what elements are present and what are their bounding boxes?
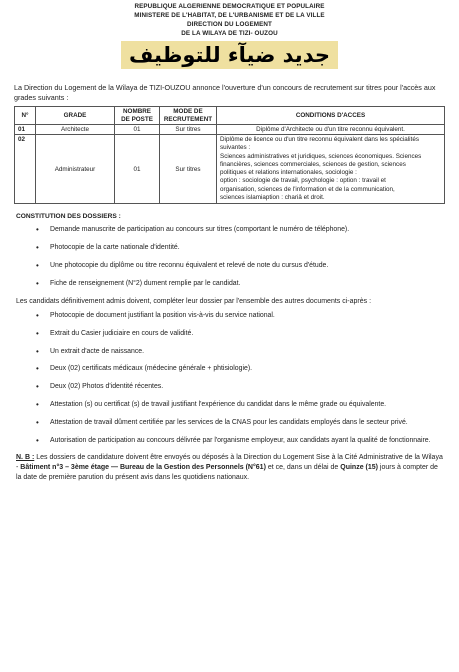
list-item — [0, 279, 459, 288]
bullet-icon: • — [36, 278, 39, 288]
list-item-text: Demande manuscrite de participation au concours sur titres (comportant le numéro de téléphone). — [50, 226, 350, 234]
list-item — [0, 382, 459, 391]
bullet-icon: • — [36, 382, 39, 392]
header-line-direction: DIRECTION DU LOGEMENT — [186, 21, 272, 28]
constitution-list — [0, 225, 459, 288]
bullet-icon: • — [36, 435, 39, 445]
table-row — [15, 125, 445, 135]
table-row — [15, 135, 445, 204]
nota-bene — [16, 453, 443, 482]
row-conditions: Diplôme d'Architecte ou d'un titre reconnu équivalent. — [217, 125, 445, 135]
row-postes: 01 — [115, 125, 160, 135]
row-postes: 01 — [115, 135, 160, 204]
list-item — [0, 364, 459, 373]
col-header-postes: NOMBRE DE POSTE — [115, 107, 160, 125]
nb-deadline: Quinze (15) — [340, 464, 378, 472]
list-item — [0, 225, 459, 234]
definitive-list — [0, 311, 459, 445]
recruitment-banner: جديد ضيآء للتوظيف — [121, 41, 338, 69]
constitution-title: CONSTITUTION DES DOSSIERS : — [16, 213, 121, 221]
row-mode: Sur titres — [160, 135, 217, 204]
row-mode: Sur titres — [160, 125, 217, 135]
definitive-intro: Les candidats définitivement admis doivent, compléter leur dossier par l'ensemble des autres documents ci-après : — [16, 297, 372, 305]
condition-line: Sciences administratives et juridiques, sciences économiques. Sciences — [220, 152, 422, 160]
list-item-text: Attestation de travail dûment certifiée par les services de la CNAS pour les candidats employés dans le secteur privé. — [50, 418, 408, 426]
bullet-icon: • — [36, 400, 39, 410]
list-item — [0, 347, 459, 356]
list-item — [0, 436, 459, 445]
list-item — [0, 311, 459, 320]
col-header-num: N° — [15, 107, 36, 125]
condition-line: organisation, sciences de l'information et de la communication, — [220, 185, 395, 193]
condition-line: financières, sciences commerciales, sciences de gestion, sciences — [220, 160, 406, 168]
list-item-text: Attestation (s) ou certificat (s) de travail justifiant l'expérience du candidat dans le même grade ou équivalente. — [50, 401, 387, 409]
list-item — [0, 243, 459, 252]
announcement-intro: La Direction du Logement de la Wilaya de TIZI-OUZOU annonce l'ouverture d'un concours de recrutement sur titres pour l'accès aux grades suivants : — [14, 83, 436, 102]
nb-label: N. B : — [16, 454, 35, 462]
header-line-wilaya: DE LA WILAYA DE TIZI- OUZOU — [181, 30, 278, 37]
condition-line: Diplôme de licence ou d'un titre reconnu équivalent dans les spécialités — [220, 136, 419, 143]
col-header-conditions: CONDITIONS D'ACCES — [217, 107, 445, 125]
col-header-grade: GRADE — [36, 107, 115, 125]
condition-line: option : sociologie de travail, psychologie : option : travail et — [220, 177, 386, 185]
nb-address: Bâtiment n°3 – 3ème étage — Bureau de la Gestion des Personnels (N°61) — [20, 464, 266, 472]
bullet-icon: • — [36, 328, 39, 338]
positions-table — [14, 106, 445, 204]
banner-wrap — [0, 41, 459, 69]
list-item — [0, 418, 459, 427]
list-item-text: Photocopie de document justifiant la position vis-à-vis du service national. — [50, 312, 275, 320]
bullet-icon: • — [36, 417, 39, 427]
bullet-icon: • — [36, 260, 39, 270]
table-header-row — [15, 107, 445, 125]
bullet-icon: • — [36, 225, 39, 235]
nb-text-2: et ce, dans un délai de — [265, 464, 341, 472]
header-line-republic: REPUBLIQUE ALGERIENNE DEMOCRATIQUE ET POPULAIRE — [134, 3, 325, 10]
bullet-icon: • — [36, 364, 39, 374]
condition-line: politiques et relations internationales, sociologie : — [220, 169, 357, 177]
header-line-ministry: MINISTERE DE L'HABITAT, DE L'URBANISME ET DE LA VILLE — [134, 12, 325, 19]
list-item-text: Une photocopie du diplôme ou titre reconnu équivalent et relevé de note du cursus d'étude. — [50, 261, 329, 269]
list-item-text: Un extrait d'acte de naissance. — [50, 347, 145, 355]
list-item-text: Photocopie de la carte nationale d'identité. — [50, 244, 180, 252]
row-num: 02 — [15, 135, 36, 204]
list-item — [0, 329, 459, 338]
bullet-icon: • — [36, 243, 39, 253]
list-item-text: Deux (02) certificats médicaux (médecine générale + phtisiologie). — [50, 365, 253, 373]
row-grade: Administrateur — [36, 135, 115, 204]
list-item-text: Fiche de renseignement (N°2) dument remplie par le candidat. — [50, 279, 241, 287]
row-grade: Architecte — [36, 125, 115, 135]
document-header — [0, 2, 459, 38]
nb-text-1: Les dossiers de candidature doivent être envoyés ou déposés à la Direction du Logement Sise à la Cité Administrative de la Wilaya - — [16, 454, 443, 472]
row-conditions — [217, 135, 445, 204]
bullet-icon: • — [36, 346, 39, 356]
list-item-text: Deux (02) Photos d'identité récentes. — [50, 383, 164, 391]
row-num: 01 — [15, 125, 36, 135]
condition-line: suivantes : — [220, 144, 251, 152]
list-item-text: Autorisation de participation au concours délivrée par l'organisme employeur, aux candidats ayant la qualité de fonctionnaire. — [50, 436, 431, 444]
col-header-mode: MODE DE RECRUTEMENT — [160, 107, 217, 125]
bullet-icon: • — [36, 311, 39, 321]
list-item — [0, 400, 459, 409]
list-item-text: Extrait du Casier judiciaire en cours de validité. — [50, 329, 194, 337]
list-item — [0, 261, 459, 270]
condition-line: sciences islamiaption : chariâ et droit. — [220, 194, 325, 202]
nb-text-3: jours à compter de la date de première parution du présent avis dans les quotidiens nationaux. — [16, 464, 438, 482]
